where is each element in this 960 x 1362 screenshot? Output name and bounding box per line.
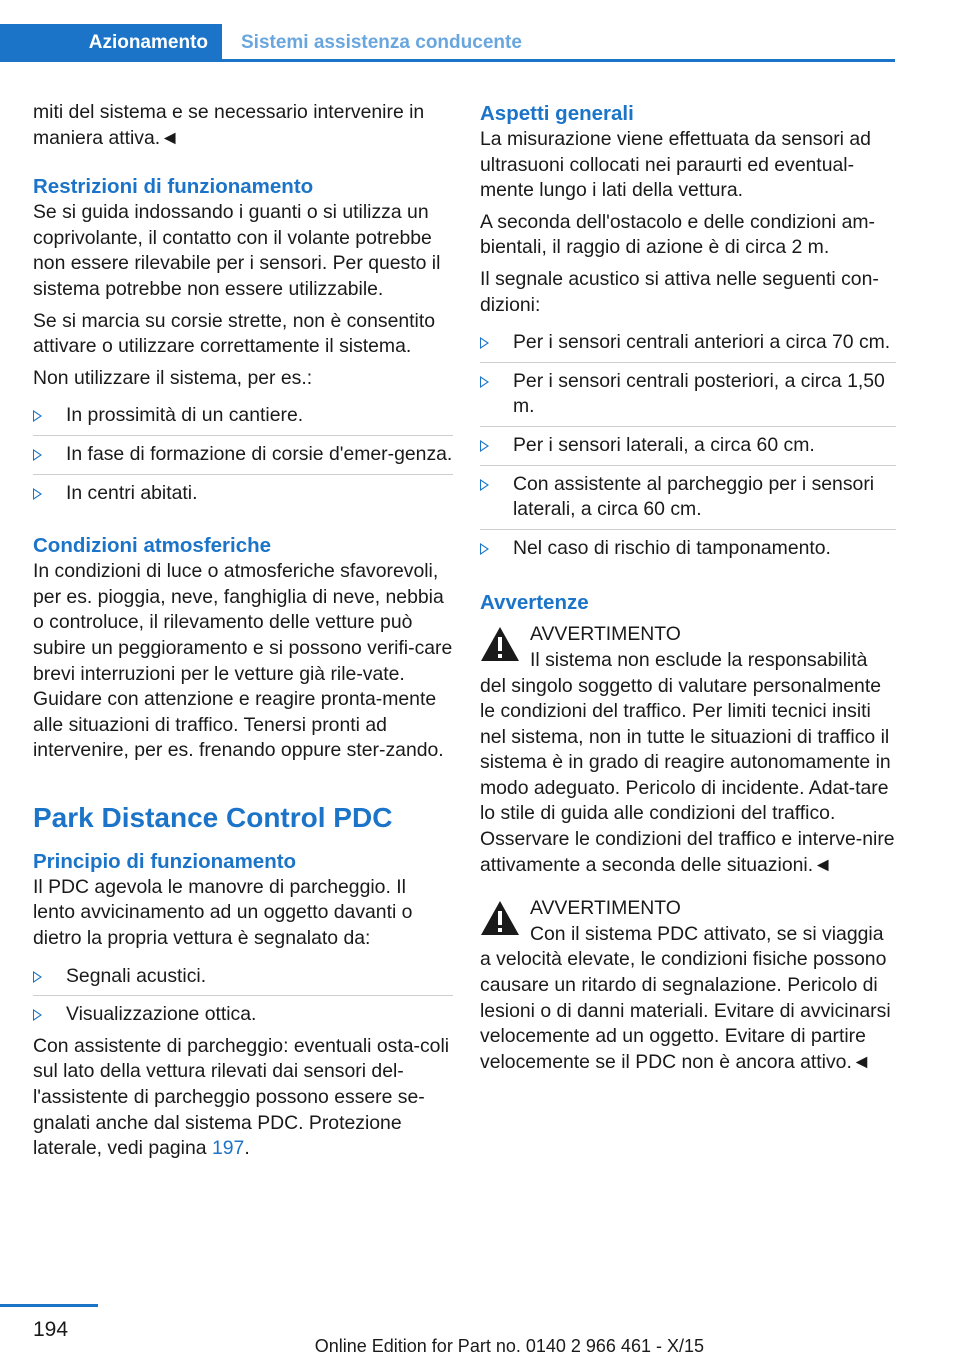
bullet-arrow-icon [33, 488, 42, 500]
warning-triangle-icon [480, 626, 520, 662]
list-item: Segnali acustici. [33, 958, 453, 997]
page-link-197[interactable]: 197 [211, 1137, 245, 1160]
section-pdc-title: Park Distance Control PDC [33, 801, 393, 833]
list-item: Nel caso di rischio di tamponamento. [480, 530, 896, 568]
bullet-arrow-icon [480, 479, 489, 491]
list-item: Per i sensori centrali posteriori, a circa 1,50 m. [480, 363, 896, 427]
warning-title: AVVERTIMENTO [530, 623, 681, 646]
restrizioni-list [33, 397, 453, 512]
list-item: Visualizzazione ottica. [33, 996, 453, 1034]
restrizioni-p2: Se si marcia su corsie strette, non è consentito attivare o utilizzare correttamente il sistema. [33, 309, 436, 358]
restrizioni-p3: Non utilizzare il sistema, per es.: [33, 366, 313, 389]
header-tabbar [0, 24, 895, 62]
tab-sistemi-assistenza[interactable]: Sistemi assistenza conducente [241, 32, 522, 53]
aspetti-p1: La misurazione viene effettuata da sensori ad ultrasuoni collocati nei paraurti ed eventual-mente lungo i lati della vettura. [480, 128, 871, 202]
bullet-arrow-icon [33, 1009, 42, 1021]
list-item: In prossimità di un cantiere. [33, 397, 453, 436]
aspetti-p2: A seconda dell'ostacolo e delle condizioni am-bientali, il raggio di azione è di circa 2 m. [480, 210, 875, 259]
principio-list [33, 958, 453, 1034]
warning-text: Il sistema non esclude la responsabilità del singolo soggetto di valutare personalmente le condizioni del traffico. Per limiti tecnici insiti nel sistema, non in tutte le situazioni di traffico il sistema è in grado di reagire autonomamente in modo adeguato. Pericolo di incidente. Adat-tare lo stile di guida alle condizioni del traffico. Osservare le condizioni del traffico e interve-nire attivamente a seconda delle situazioni.◄ [480, 648, 895, 876]
restrizioni-p1: Se si guida indossando i guanti o si utilizza un coprivolante, il contatto con il volante potrebbe non essere rilevabile per i sensori. Per questo il sistema potrebbe non essere utilizzabile. [33, 201, 441, 300]
bullet-arrow-icon [480, 440, 489, 452]
list-item: In fase di formazione di corsie d'emer-genza. [33, 436, 453, 475]
header-underline [0, 59, 895, 62]
list-item: Per i sensori centrali anteriori a circa 70 cm. [480, 324, 896, 363]
bullet-arrow-icon [480, 337, 489, 349]
list-item: Per i sensori laterali, a circa 60 cm. [480, 427, 896, 466]
principio-text: Il PDC agevola le manovre di parcheggio. Il lento avvicinamento ad un oggetto davanti o dietro la propria vettura è segnalato da: [33, 875, 413, 950]
bullet-arrow-icon [33, 971, 42, 983]
section-aspetti-title: Aspetti generali [480, 102, 634, 125]
section-condizioni-title: Condizioni atmosferiche [33, 534, 272, 558]
list-item: In centri abitati. [33, 475, 453, 513]
warning-title: AVVERTIMENTO [530, 897, 681, 920]
edition-text: Online Edition for Part no. 0140 2 966 461 - X/15 [314, 1336, 704, 1356]
intro-text: miti del sistema e se necessario intervenire in maniera attiva.◄ [33, 101, 425, 149]
warning-triangle-icon [480, 900, 520, 936]
bullet-arrow-icon [33, 410, 42, 422]
page-number: 194 [33, 1318, 69, 1341]
warning-block-2 [480, 896, 896, 1075]
bullet-arrow-icon [480, 543, 489, 555]
bullet-arrow-icon [33, 449, 42, 461]
left-column [33, 100, 453, 1168]
bullet-arrow-icon [480, 376, 489, 388]
tab-azionamento[interactable]: Azionamento [0, 24, 222, 62]
section-avvertenze-title: Avvertenze [480, 591, 589, 615]
assist-text: Con assistente di parcheggio: eventuali osta-coli sul lato della vettura rilevati dai sensori del-l'assistente di parcheggio possono essere se-gnalati anche dal sistema PDC. Protezione laterale, vedi pagina 197. [33, 1034, 450, 1160]
section-restrizioni-title: Restrizioni di funzionamento [33, 175, 314, 199]
list-item: Con assistente al parcheggio per i sensori laterali, a circa 60 cm. [480, 466, 896, 530]
section-principio-title: Principio di funzionamento [33, 849, 297, 873]
warning-block-1 [480, 622, 896, 878]
condizioni-text: In condizioni di luce o atmosferiche sfavorevoli, per es. pioggia, neve, fanghiglia di neve, nebbia o controluce, il rilevamento delle vetture può subire un peggioramento e si possono verifi-care brevi interruzioni per le vetture già rile-vate. Guidare con attenzione e reagire pronta-mente alle situazioni di traffico. Tenersi pronti ad intervenire, per es. frenando oppure ster-zando. [33, 560, 453, 762]
warning-text: Con il sistema PDC attivato, se si viaggia a velocità elevate, le condizioni fisiche possono causare un ritardo di segnalazione. Pericolo di lesioni o di danni materiali. Evitare di avvicinarsi velocemente ad un oggetto. Evitare di partire velocemente se il PDC non è ancora attivo.◄ [480, 922, 891, 1073]
right-column [480, 100, 896, 1081]
aspetti-p3: Il segnale acustico si attiva nelle seguenti con-dizioni: [480, 267, 879, 316]
aspetti-list [480, 324, 896, 567]
footer-line [0, 1304, 98, 1307]
